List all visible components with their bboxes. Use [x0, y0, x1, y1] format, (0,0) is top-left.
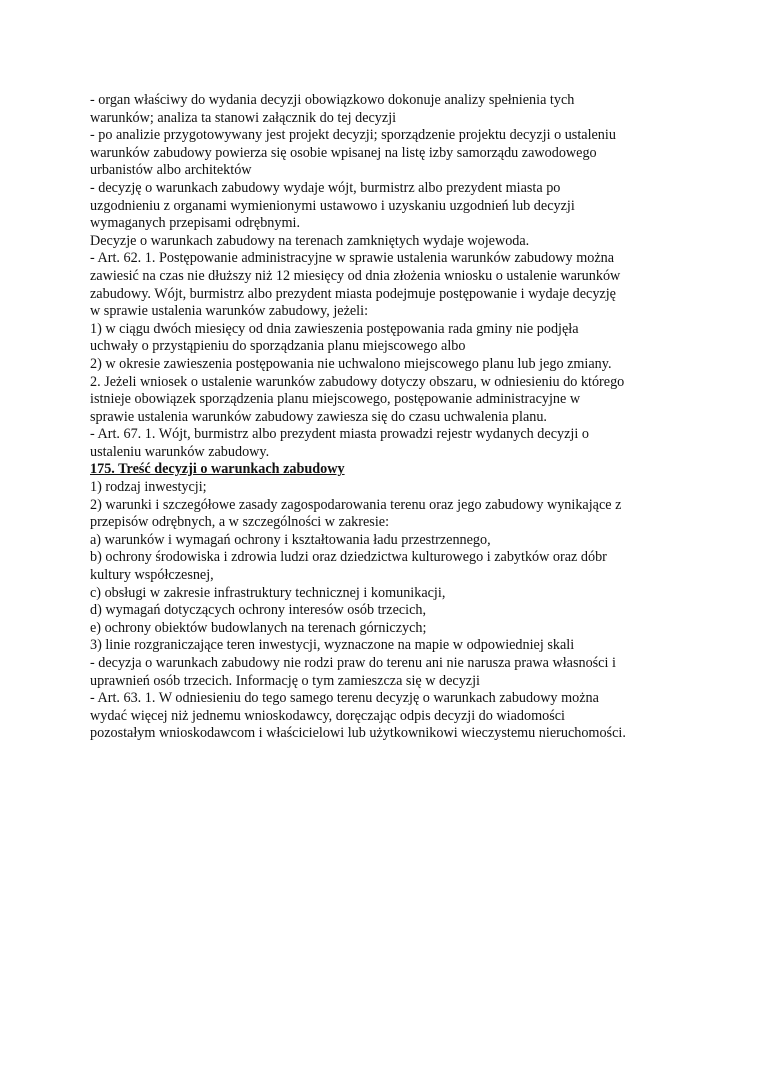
- text-line: - decyzję o warunkach zabudowy wydaje wójt, burmistrz albo prezydent miasta po: [90, 179, 561, 196]
- text-line: 1) w ciągu dwóch miesięcy od dnia zawieszenia postępowania rada gminy nie podjęła: [90, 320, 579, 337]
- text-line: 2) warunki i szczegółowe zasady zagospodarowania terenu oraz jego zabudowy wynikające z: [90, 496, 622, 513]
- text-line: - Art. 67. 1. Wójt, burmistrz albo prezydent miasta prowadzi rejestr wydanych decyzji o: [90, 426, 589, 443]
- text-line: sprawie ustalenia warunków zabudowy zawiesza się do czasu uchwalenia planu.: [90, 408, 547, 425]
- text-line: warunków; analiza ta stanowi załącznik do tej decyzji: [90, 109, 397, 126]
- text-line: c) obsługi w zakresie infrastruktury technicznej i komunikacji,: [90, 584, 446, 601]
- text-line: zawiesić na czas nie dłuższy niż 12 miesięcy od dnia złożenia wniosku o ustalenie warunków: [90, 267, 621, 284]
- text-line: kultury współczesnej,: [90, 567, 214, 584]
- text-line: 3) linie rozgraniczające teren inwestycji, wyznaczone na mapie w odpowiedniej skali: [90, 637, 575, 654]
- text-line: uzgodnieniu z organami wymienionymi ustawowo i uzyskaniu uzgodnień lub decyzji: [90, 197, 575, 214]
- document-page: [90, 92, 700, 743]
- text-line: wymaganych przepisami odrębnymi.: [90, 215, 300, 232]
- text-line: - organ właściwy do wydania decyzji obowiązkowo dokonuje analizy spełnienia tych: [90, 92, 575, 108]
- text-line: - decyzja o warunkach zabudowy nie rodzi praw do terenu ani nie narusza prawa własności i: [90, 655, 616, 671]
- text-line: zabudowy. Wójt, burmistrz albo prezydent miasta podejmuje postępowanie i wydaje decyzję: [90, 285, 616, 302]
- text-line: - Art. 63. 1. W odniesieniu do tego samego terenu decyzję o warunkach zabudowy można: [90, 690, 599, 707]
- text-line: przepisów odrębnych, a w szczególności w zakresie:: [90, 514, 390, 531]
- text-line: 2. Jeżeli wniosek o ustalenie warunków zabudowy dotyczy obszaru, w odniesieniu do którego: [90, 373, 625, 390]
- text-line: 1) rodzaj inwestycji;: [90, 479, 207, 496]
- text-line: 2) w okresie zawieszenia postępowania nie uchwalono miejscowego planu lub jego zmiany.: [90, 355, 612, 372]
- text-line: uchwały o przystąpieniu do sporządzania planu miejscowego albo: [90, 338, 466, 355]
- text-line: - po analizie przygotowywany jest projekt decyzji; sporządzenie projektu decyzji o ustaleniu: [90, 127, 616, 144]
- text-line: wydać więcej niż jednemu wnioskodawcy, doręczając odpis decyzji do wiadomości: [90, 707, 565, 724]
- text-line: d) wymagań dotyczących ochrony interesów osób trzecich,: [90, 602, 427, 619]
- text-line: urbanistów albo architektów: [90, 162, 252, 179]
- text-line: e) ochrony obiektów budowlanych na terenach górniczych;: [90, 619, 427, 636]
- text-line: istnieje obowiązek sporządzenia planu miejscowego, postępowanie administracyjne w: [90, 391, 581, 408]
- text-line: w sprawie ustalenia warunków zabudowy, jeżeli:: [90, 303, 369, 320]
- text-line: - Art. 62. 1. Postępowanie administracyjne w sprawie ustalenia warunków zabudowy można: [90, 250, 615, 267]
- text-line: uprawnień osób trzecich. Informację o tym zamieszcza się w decyzji: [90, 672, 480, 689]
- text-line: b) ochrony środowiska i zdrowia ludzi oraz dziedzictwa kulturowego i zabytków oraz dóbr: [90, 549, 607, 566]
- section-heading: 175. Treść decyzji o warunkach zabudowy: [90, 461, 345, 478]
- text-line: ustaleniu warunków zabudowy.: [90, 443, 270, 460]
- text-line: warunków zabudowy powierza się osobie wpisanej na listę izby samorządu zawodowego: [90, 144, 597, 161]
- text-line: pozostałym wnioskodawcom i właścicielowi lub użytkownikowi wieczystemu nieruchomości.: [90, 725, 626, 742]
- text-line: a) warunków i wymagań ochrony i kształtowania ładu przestrzennego,: [90, 531, 491, 548]
- text-line: Decyzje o warunkach zabudowy na terenach zamkniętych wydaje wojewoda.: [90, 232, 530, 249]
